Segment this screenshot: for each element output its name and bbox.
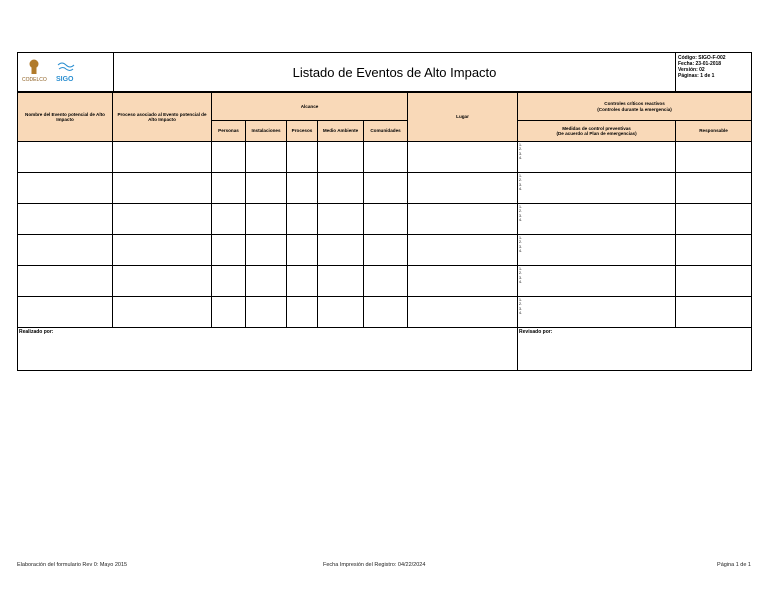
- cell-input[interactable]: [113, 297, 212, 328]
- cell-measures-list[interactable]: 1. 2. 3. 4.: [518, 266, 676, 297]
- logo-area: [18, 53, 114, 92]
- cell-input[interactable]: [287, 173, 318, 204]
- document-info: [676, 53, 752, 92]
- cell-input[interactable]: [212, 204, 246, 235]
- svg-text:SIGO: SIGO: [56, 76, 74, 83]
- cell-measures-list[interactable]: 1. 2. 3. 4.: [518, 235, 676, 266]
- cell-input[interactable]: [113, 235, 212, 266]
- col-responsable: Responsable: [676, 121, 752, 142]
- cell-input[interactable]: [676, 173, 752, 204]
- cell-input[interactable]: [318, 204, 364, 235]
- page-title: Listado de Eventos de Alto Impacto: [114, 53, 676, 92]
- form-header: [17, 52, 752, 92]
- col-comunidades: Comunidades: [364, 121, 408, 142]
- col-measures: Medidas de control preventivas (De acuerdo al Plan de emergencias): [518, 121, 676, 142]
- cell-input[interactable]: [18, 266, 113, 297]
- cell-input[interactable]: [318, 142, 364, 173]
- cell-input[interactable]: [18, 204, 113, 235]
- cell-input[interactable]: [18, 173, 113, 204]
- col-instalaciones: Instalaciones: [246, 121, 287, 142]
- cell-input[interactable]: [676, 235, 752, 266]
- revisado-por-field[interactable]: Revisado por:: [518, 328, 752, 371]
- cell-input[interactable]: [113, 173, 212, 204]
- cell-input[interactable]: [408, 297, 518, 328]
- cell-input[interactable]: [246, 204, 287, 235]
- table-row: [18, 142, 752, 173]
- cell-input[interactable]: [364, 142, 408, 173]
- cell-input[interactable]: [408, 142, 518, 173]
- cell-input[interactable]: [18, 297, 113, 328]
- col-event-name: Nombre del Evento potencial de Alto Impacto: [18, 93, 113, 142]
- events-table: [17, 92, 752, 371]
- table-row: [18, 235, 752, 266]
- col-process: Proceso asociado al Evento potencial de Alto Impacto: [113, 93, 212, 142]
- cell-measures-list[interactable]: 1. 2. 3. 4.: [518, 142, 676, 173]
- form-sheet: [17, 52, 751, 371]
- cell-input[interactable]: [408, 266, 518, 297]
- footer-center: Fecha Impresión del Registro: 04/22/2024: [323, 562, 426, 568]
- cell-measures-list[interactable]: 1. 2. 3. 4.: [518, 297, 676, 328]
- col-medio-ambiente: Medio Ambiente: [318, 121, 364, 142]
- cell-input[interactable]: [246, 235, 287, 266]
- cell-input[interactable]: [113, 142, 212, 173]
- cell-input[interactable]: [18, 235, 113, 266]
- cell-input[interactable]: [113, 204, 212, 235]
- cell-measures-list[interactable]: 1. 2. 3. 4.: [518, 204, 676, 235]
- cell-input[interactable]: [676, 204, 752, 235]
- cell-input[interactable]: [246, 297, 287, 328]
- doc-code: Código: SIGO-F-002: [678, 55, 726, 61]
- signature-row: [18, 328, 752, 371]
- cell-input[interactable]: [364, 266, 408, 297]
- cell-input[interactable]: [364, 204, 408, 235]
- cell-input[interactable]: [212, 235, 246, 266]
- svg-text:CODELCO: CODELCO: [22, 77, 47, 83]
- table-row: [18, 204, 752, 235]
- cell-input[interactable]: [364, 235, 408, 266]
- cell-input[interactable]: [676, 297, 752, 328]
- cell-input[interactable]: [287, 266, 318, 297]
- sigo-logo-icon: [50, 53, 90, 86]
- table-row: [18, 173, 752, 204]
- cell-input[interactable]: [676, 266, 752, 297]
- cell-input[interactable]: [212, 297, 246, 328]
- cell-input[interactable]: [212, 266, 246, 297]
- cell-input[interactable]: [287, 142, 318, 173]
- col-alcance: Alcance: [212, 93, 408, 121]
- cell-input[interactable]: [676, 142, 752, 173]
- cell-input[interactable]: [212, 173, 246, 204]
- cell-input[interactable]: [287, 204, 318, 235]
- table-row: [18, 297, 752, 328]
- cell-input[interactable]: [287, 235, 318, 266]
- cell-input[interactable]: [18, 142, 113, 173]
- cell-input[interactable]: [212, 142, 246, 173]
- cell-input[interactable]: [113, 266, 212, 297]
- doc-version: Versión: 02: [678, 67, 705, 73]
- footer-left: Elaboración del formulario Rev 0: Mayo 2015: [17, 562, 128, 568]
- doc-date: Fecha: 23-01-2018: [678, 61, 722, 67]
- col-procesos: Procesos: [287, 121, 318, 142]
- cell-input[interactable]: [408, 173, 518, 204]
- cell-input[interactable]: [364, 297, 408, 328]
- cell-input[interactable]: [318, 266, 364, 297]
- cell-input[interactable]: [318, 235, 364, 266]
- table-row: [18, 266, 752, 297]
- cell-input[interactable]: [408, 235, 518, 266]
- col-controls: Controles críticos reactivos (Controles durante la emergencia): [518, 93, 752, 121]
- cell-input[interactable]: [246, 173, 287, 204]
- doc-pages: Páginas: 1 de 1: [678, 73, 715, 79]
- footer-right: Página 1 de 1: [717, 562, 751, 568]
- cell-input[interactable]: [287, 297, 318, 328]
- cell-input[interactable]: [318, 173, 364, 204]
- col-lugar: Lugar: [408, 93, 518, 142]
- cell-input[interactable]: [246, 266, 287, 297]
- cell-measures-list[interactable]: 1. 2. 3. 4.: [518, 173, 676, 204]
- cell-input[interactable]: [364, 173, 408, 204]
- col-personas: Personas: [212, 121, 246, 142]
- cell-input[interactable]: [318, 297, 364, 328]
- cell-input[interactable]: [408, 204, 518, 235]
- realizado-por-field[interactable]: Realizado por:: [18, 328, 518, 371]
- cell-input[interactable]: [246, 142, 287, 173]
